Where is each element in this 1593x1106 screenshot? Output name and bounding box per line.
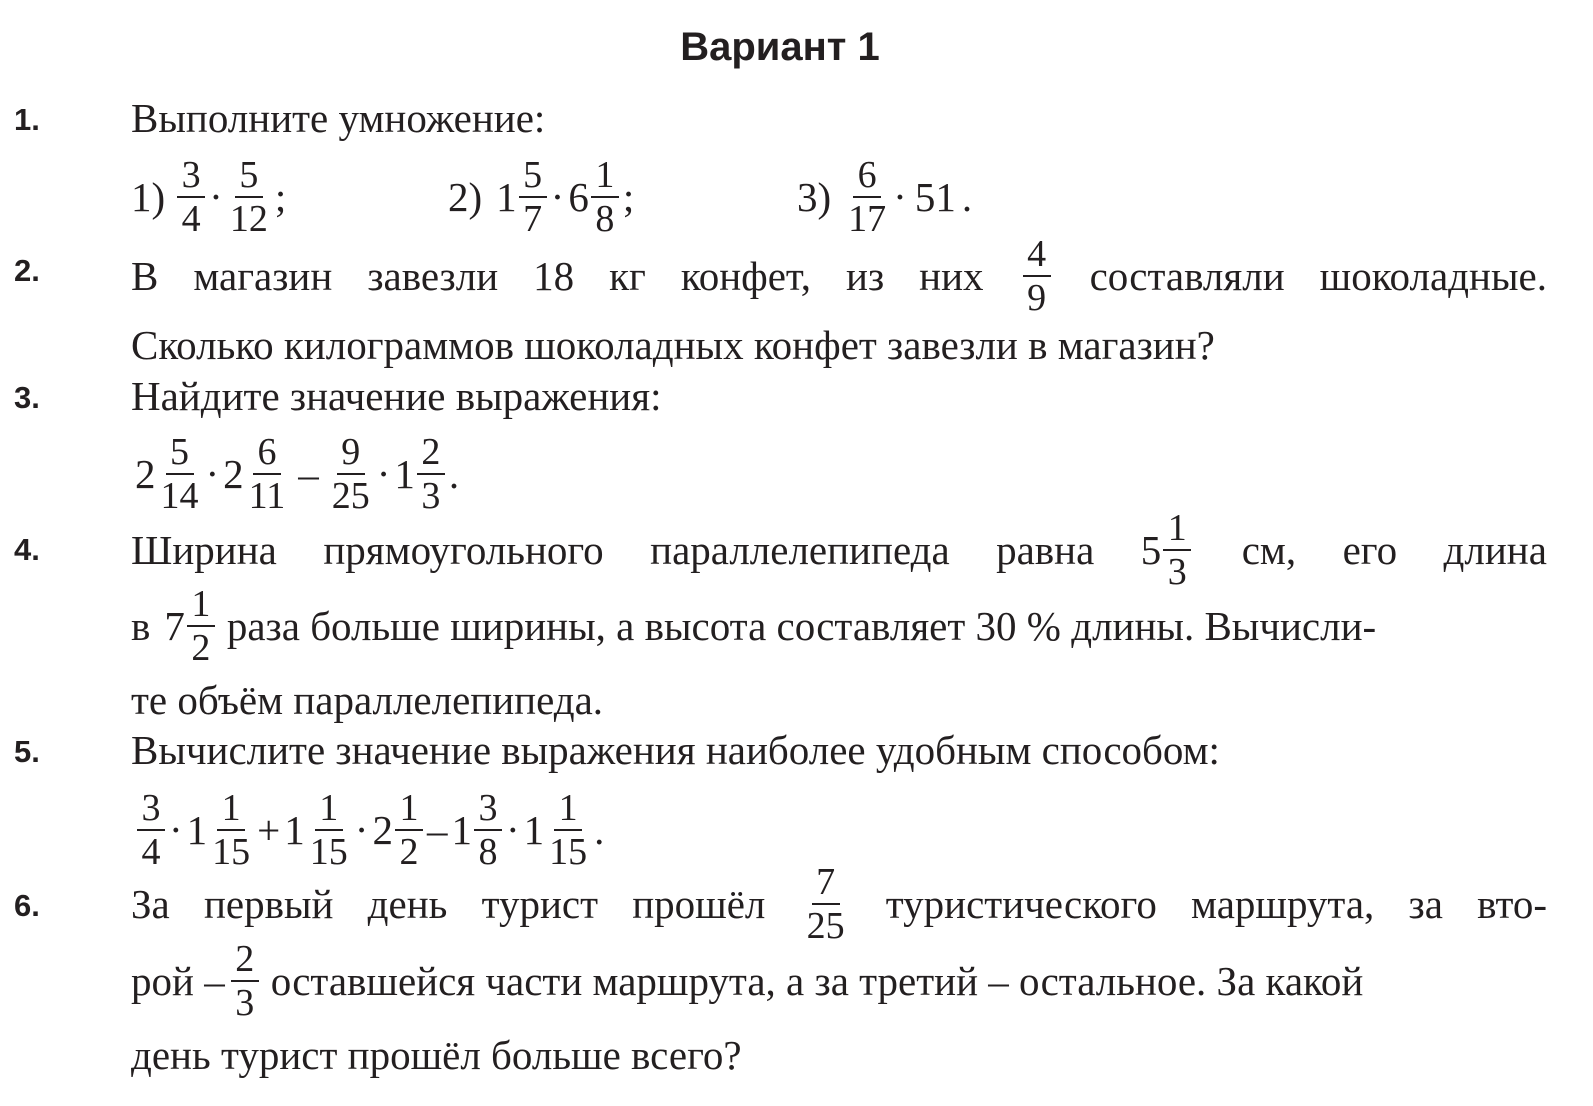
task-5-text: Вычислите значение выражения наиболее удобным способом: (131, 727, 1220, 773)
word: первый (203, 881, 334, 927)
numerator: 4 (1023, 235, 1051, 277)
denominator: 4 (141, 831, 161, 873)
denominator: 17 (848, 198, 887, 240)
word: 18 (533, 253, 575, 299)
task-3-text: Найдите значение выражения: (131, 373, 662, 419)
word: параллелепипеда (650, 527, 950, 573)
word: За (131, 881, 170, 927)
fraction (417, 433, 445, 515)
word: кг (609, 253, 646, 299)
word: конфет, (680, 253, 812, 299)
whole-part: 7 (164, 603, 185, 649)
denominator: 4 (181, 198, 201, 240)
operator: · (376, 451, 391, 497)
task-4-line-2 (131, 583, 1377, 669)
numerator: 1 (554, 789, 582, 831)
numerator: 3 (177, 156, 205, 198)
item-label: 2) (448, 174, 483, 220)
punctuation: ; (274, 174, 287, 220)
task-6-line-2 (131, 938, 1364, 1024)
integer: 51 (914, 174, 956, 220)
task-6-line-3: день турист прошёл больше всего? (131, 1032, 742, 1078)
word: туристического (885, 881, 1157, 927)
numerator: 1 (187, 585, 215, 627)
numerator: 1 (395, 789, 423, 831)
fraction (1163, 509, 1191, 591)
fraction (845, 156, 889, 238)
word: турист (481, 881, 598, 927)
item-label: 1) (131, 174, 166, 220)
task-6-number: 6. (14, 888, 40, 923)
numerator: 3 (474, 789, 502, 831)
whole-part: 1 (523, 807, 545, 853)
word: В (131, 253, 159, 299)
denominator: 15 (212, 831, 251, 873)
word: Ширина (131, 527, 277, 573)
whole-part: 2 (372, 807, 393, 853)
fraction (187, 585, 215, 667)
operator: · (209, 174, 223, 220)
operator: – (298, 451, 319, 497)
word: его (1342, 527, 1398, 573)
fraction (227, 156, 271, 238)
operator: · (550, 174, 565, 220)
fraction (158, 433, 202, 515)
fraction (209, 789, 253, 871)
fraction (395, 789, 423, 871)
numerator: 3 (137, 789, 165, 831)
numerator: 6 (253, 433, 281, 475)
operator: · (169, 807, 183, 853)
denominator: 15 (549, 831, 588, 873)
fraction (231, 940, 259, 1022)
numerator: 1 (591, 156, 619, 198)
task-3-number: 3. (14, 380, 40, 415)
denominator: 2 (191, 627, 211, 669)
word: магазин (193, 253, 333, 299)
numerator: 1 (1163, 509, 1191, 551)
word: прошёл (632, 881, 766, 927)
task-5-number: 5. (14, 734, 40, 769)
denominator: 15 (309, 831, 348, 873)
whole-part: 1 (394, 451, 415, 497)
line-text: раза больше ширины, а высота составляет 30 % длины. Вычисли- (226, 603, 1377, 649)
fraction (474, 789, 502, 871)
denominator: 25 (331, 475, 370, 517)
numerator: 2 (231, 940, 259, 982)
word: в (131, 603, 151, 649)
task-4-number: 4. (14, 532, 40, 567)
punctuation: ; (622, 174, 635, 220)
whole-part: 5 (1140, 527, 1162, 573)
task-4-line-1 (131, 507, 1547, 593)
operator: · (205, 451, 220, 497)
numerator: 5 (519, 156, 547, 198)
whole-part: 1 (496, 174, 517, 220)
word: день (367, 881, 448, 927)
task-2-line-1 (131, 233, 1547, 319)
denominator: 3 (1167, 551, 1187, 593)
task-2-line-2: Сколько килограммов шоколадных конфет завезли в магазин? (131, 322, 1215, 368)
word: из (846, 253, 885, 299)
whole-part: 2 (223, 451, 244, 497)
word: маршрута, (1191, 881, 1375, 927)
word: составляли (1089, 253, 1285, 299)
operator: · (893, 174, 907, 220)
task-4-line-3: те объём параллелепипеда. (131, 677, 604, 723)
denominator: 3 (421, 475, 441, 517)
fraction (546, 789, 590, 871)
word: рой – (131, 958, 225, 1004)
punctuation: . (594, 807, 605, 853)
word: них (919, 253, 984, 299)
fraction (307, 789, 351, 871)
punctuation: . (448, 451, 460, 497)
numerator: 5 (235, 156, 263, 198)
whole-part: 1 (284, 807, 305, 853)
task-1-text: Выполните умножение: (131, 95, 546, 141)
whole-part: 1 (186, 807, 208, 853)
word: равна (996, 527, 1095, 573)
operator: + (257, 807, 281, 853)
task-5-expression (133, 789, 604, 871)
task-1-number: 1. (14, 102, 40, 137)
fraction (246, 433, 289, 515)
fraction (177, 156, 205, 238)
fraction (519, 156, 547, 238)
denominator: 8 (478, 831, 498, 873)
mixed-number (1141, 509, 1196, 591)
task-2-number: 2. (14, 253, 40, 288)
item-label: 3) (797, 174, 832, 220)
task-6-line-1 (131, 861, 1547, 947)
word: шоколадные. (1319, 253, 1547, 299)
word: завезли (367, 253, 499, 299)
operator: · (354, 807, 369, 853)
word: за (1408, 881, 1443, 927)
denominator: 7 (523, 198, 543, 240)
task-1-item-1 (131, 156, 286, 238)
fraction (1023, 235, 1051, 317)
denominator: 8 (595, 198, 615, 240)
page-title: Вариант 1 (680, 25, 880, 69)
denominator: 9 (1027, 277, 1047, 319)
numerator: 5 (166, 433, 194, 475)
numerator: 1 (217, 789, 245, 831)
punctuation: . (961, 174, 973, 220)
word: вто- (1477, 881, 1547, 927)
numerator: 9 (337, 433, 365, 475)
line-text: оставшейся части маршрута, а за третий – остальное. За какой (270, 958, 1364, 1004)
word: длина (1443, 527, 1547, 573)
numerator: 1 (315, 789, 343, 831)
operator: – (426, 807, 448, 853)
task-3-expression (135, 433, 459, 515)
word: см, (1241, 527, 1297, 573)
fraction (329, 433, 373, 515)
fraction (804, 863, 848, 945)
operator: · (505, 807, 520, 853)
numerator: 2 (417, 433, 445, 475)
word: прямоугольного (323, 527, 604, 573)
whole-part: 2 (135, 451, 156, 497)
denominator: 3 (235, 982, 255, 1024)
denominator: 12 (229, 198, 268, 240)
fraction (591, 156, 619, 238)
whole-part: 6 (568, 174, 589, 220)
task-1-item-3 (797, 156, 972, 238)
fraction (137, 789, 165, 871)
denominator: 25 (806, 905, 845, 947)
numerator: 7 (812, 863, 840, 905)
numerator: 6 (853, 156, 881, 198)
denominator: 14 (160, 475, 199, 517)
denominator: 11 (248, 475, 286, 517)
denominator: 2 (399, 831, 419, 873)
task-1-item-2 (448, 156, 634, 238)
whole-part: 1 (451, 807, 472, 853)
